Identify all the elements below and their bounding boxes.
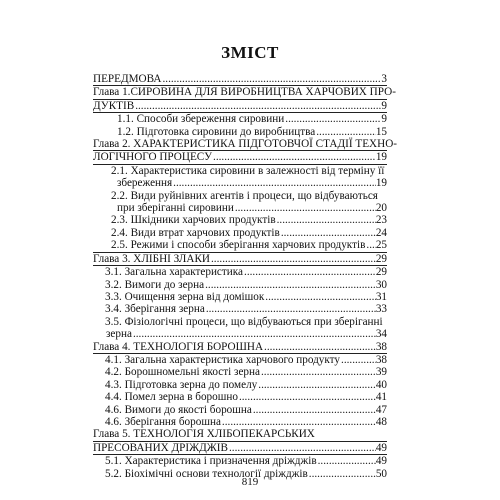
toc-entry[interactable] — [93, 73, 387, 86]
toc-entry[interactable] — [93, 113, 387, 125]
toc-entry-page: 19 — [375, 177, 387, 190]
toc-entry-page: 30 — [375, 278, 387, 291]
toc-entry-title: 2.3. Шкідники харчових продуктів — [111, 214, 276, 227]
toc-entry-title: Глава 5. ТЕХНОЛОГІЯ ХЛІБОПЕКАРСЬКИХ — [93, 428, 387, 441]
toc-entry-page: 29 — [375, 266, 387, 279]
toc-entry-title: 3.2. Вимоги до зерна — [105, 278, 205, 291]
toc-entry-title: 4.6. Зберігання борошна — [105, 415, 221, 428]
toc-entry[interactable] — [93, 253, 387, 266]
toc-entry[interactable] — [93, 455, 387, 467]
toc-entry-page: 40 — [375, 378, 387, 391]
toc-entry-page: 24 — [375, 226, 387, 239]
toc-entry-title: 2.2. Види руйнівних агентів і процеси, що відбуваються — [111, 189, 378, 202]
toc-entry[interactable] — [93, 416, 387, 428]
toc-entry-title: 3.3. Очищення зерна від домішок — [105, 290, 265, 303]
toc-entry[interactable] — [93, 239, 387, 252]
toc-entry-page: 49 — [375, 455, 387, 468]
toc-entry[interactable] — [93, 126, 387, 138]
toc-entry-page: 20 — [375, 202, 387, 215]
toc-entry[interactable] — [93, 165, 387, 190]
toc-entry-title: 1.2. Підготовка сировини до виробництва — [117, 125, 316, 138]
toc-entry[interactable] — [93, 404, 387, 416]
toc-entry[interactable] — [93, 86, 396, 113]
toc-entry[interactable] — [93, 391, 387, 403]
toc-entry[interactable] — [93, 266, 387, 278]
toc-entry-page: 19 — [375, 151, 387, 164]
page-title: ЗМІСТ — [221, 43, 279, 62]
toc-entry-title: ПЕРЕДМОВА — [93, 73, 162, 85]
toc-entry-title: Глава 4. ТЕХНОЛОГІЯ БОРОШНА — [93, 340, 264, 353]
toc-entry[interactable] — [93, 341, 387, 354]
toc-entry[interactable] — [93, 366, 387, 378]
toc-entry-title: 4.1. Загальна характеристика харчового продукту — [105, 353, 341, 366]
toc-entry-page: 9 — [381, 113, 387, 126]
toc-entry[interactable] — [93, 291, 387, 303]
toc-entry-title: 5.1. Характеристика і призначення дріжджів — [105, 455, 317, 468]
toc-entry[interactable] — [93, 138, 398, 165]
toc-entry-page: 38 — [375, 340, 387, 353]
toc-entry-page: 23 — [375, 214, 387, 227]
toc-entry-title-cont: збереження — [117, 177, 173, 190]
toc-entry-title: 2.1. Характеристика сировини в залежності від терміну її — [111, 164, 385, 177]
toc-entry-page: 33 — [375, 303, 387, 316]
toc-entry-title: Глава 1.СИРОВИНА ДЛЯ ВИРОБНИЦТВА ХАРЧОВИХ ПРО- — [93, 86, 396, 99]
toc-entry-page: 29 — [375, 252, 387, 265]
toc-entry-page: 39 — [375, 366, 387, 379]
toc-entry-title: 2.5. Режими і способи зберігання харчових продуктів — [111, 239, 366, 252]
toc-entry-page: 15 — [375, 125, 387, 138]
toc-entry-title: 2.4. Види втрат харчових продуктів — [111, 226, 280, 239]
toc-entry[interactable] — [93, 316, 387, 341]
toc-entry-page: 50 — [375, 467, 387, 480]
toc-entry-title-cont: ПРЕСОВАНИХ ДРІЖДЖІВ — [93, 441, 228, 454]
toc-entry-title: 3.1. Загальна характеристика — [105, 266, 244, 279]
toc-entry-title: 4.3. Підготовка зерна до помелу — [105, 378, 258, 391]
toc-entry-title: 3.5. Фізіологічні процеси, що відбуваються при зберіганні — [105, 315, 383, 328]
toc-entry-page: 3 — [381, 73, 387, 85]
toc-entry-page: 41 — [375, 391, 387, 404]
toc-entry[interactable] — [93, 214, 387, 226]
toc-entry[interactable] — [93, 379, 387, 391]
toc-entry-page: 38 — [375, 353, 387, 366]
toc-entry-title-cont: ДУКТІВ — [93, 99, 135, 112]
table-of-contents — [93, 73, 398, 480]
toc-entry[interactable] — [93, 227, 387, 239]
toc-entry[interactable] — [93, 428, 387, 455]
toc-entry-page: 49 — [375, 441, 387, 454]
toc-entry[interactable] — [93, 303, 387, 315]
toc-entry-title: 5.2. Біохімічні основи технології дріжджів — [105, 467, 308, 480]
toc-entry-page: 48 — [375, 415, 387, 428]
toc-entry[interactable] — [93, 190, 387, 215]
toc-entry-title: Глава 2. ХАРАКТЕРИСТИКА ПІДГОТОВЧОЇ СТАДІЇ ТЕХНО- — [93, 138, 398, 151]
toc-entry-page: 9 — [381, 99, 387, 112]
toc-entry-title: 4.4. Помел зерна в борошно — [105, 391, 238, 404]
toc-entry-title-cont: при зберіганні сировини — [117, 202, 234, 215]
toc-entry-page: 31 — [375, 290, 387, 303]
toc-entry-page: 47 — [375, 403, 387, 416]
toc-entry[interactable] — [93, 279, 387, 291]
toc-entry[interactable] — [93, 354, 387, 366]
toc-entry-title-cont: зерна — [106, 328, 132, 341]
toc-entry-title: Глава 3. ХЛІБНІ ЗЛАКИ — [93, 252, 210, 265]
toc-entry-page: 34 — [375, 328, 387, 341]
page-number: 819 — [241, 476, 259, 488]
toc-entry-title: 1.1. Способи збереження сировини — [117, 113, 285, 126]
toc-entry-title: 4.6. Вимоги до якості борошна — [105, 403, 252, 416]
toc-entry-page: 25 — [375, 239, 387, 252]
toc-entry-title: 3.4. Зберігання зерна — [105, 303, 205, 316]
toc-entry-title: 4.2. Борошномельні якості зерна — [105, 366, 260, 379]
toc-entry-title-cont: ЛОГІЧНОГО ПРОЦЕСУ — [93, 151, 213, 164]
